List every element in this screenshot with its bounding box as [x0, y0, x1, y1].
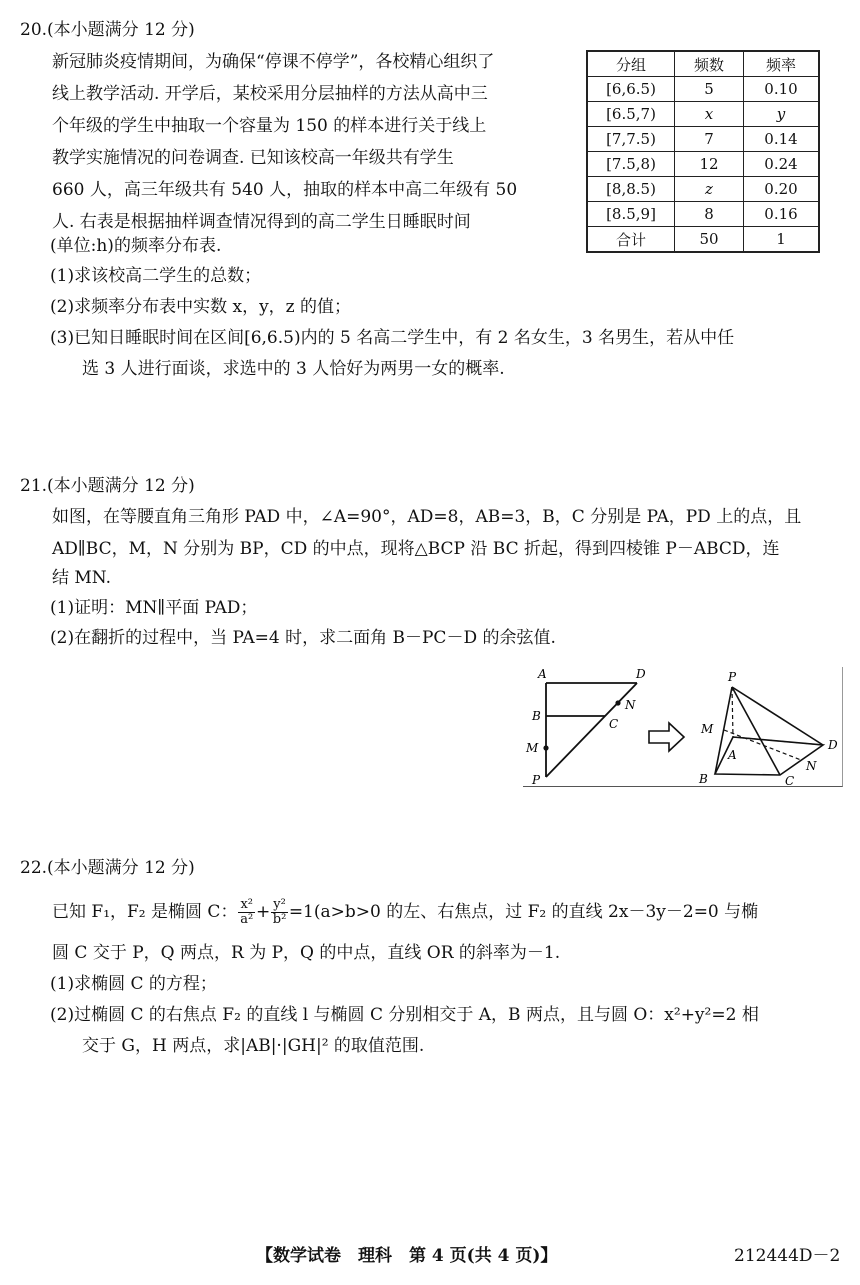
- q21-line: 如图，在等腰直角三角形 PAD 中，∠A=90°，AD=8，AB=3，B，C 分别是 PA，PD 上的点，且: [52, 507, 802, 527]
- figure-label: C: [785, 774, 795, 786]
- q22-header: 22.(本小题满分 12 分): [20, 858, 195, 878]
- figure-label: C: [609, 717, 619, 731]
- figure-label: P: [532, 773, 541, 786]
- q21-line: 结 MN.: [52, 568, 112, 588]
- q20-line: 人. 右表是根据抽样调查情况得到的高二学生日睡眠时间: [52, 212, 471, 232]
- frequency-table: [586, 50, 820, 253]
- q20-header: 20.(本小题满分 12 分): [20, 20, 195, 40]
- table-cell: 0.20: [744, 177, 820, 202]
- table-cell: 0.16: [744, 202, 820, 227]
- table-cell: [8.5,9]: [587, 202, 675, 227]
- table-cell: 0.24: [744, 152, 820, 177]
- q20-line: 个年级的学生中抽取一个容量为 150 的样本进行关于线上: [52, 116, 487, 136]
- edge-pc: [732, 687, 780, 775]
- table-row: [587, 177, 819, 202]
- figure-label: B: [532, 709, 541, 723]
- q22-text: =1(a>b>0 的左、右焦点，过 F₂ 的直线 2x－3y－2=0 与椭: [288, 902, 759, 922]
- q22-part: (1)求椭圆 C 的方程；: [50, 974, 217, 994]
- q20-line: 新冠肺炎疫情期间，为确保“停课不停学”，各校精心组织了: [52, 52, 495, 72]
- table-cell: [7,7.5): [587, 127, 675, 152]
- table-cell: [7.5,8): [587, 152, 675, 177]
- table-header-row: [587, 51, 819, 77]
- edge-pa-hidden: [732, 687, 733, 737]
- table-header: 分组: [587, 51, 675, 77]
- table-cell: 0.10: [744, 77, 820, 102]
- fraction-numerator: y²: [273, 897, 286, 912]
- table-cell: z: [675, 177, 744, 202]
- table-row: [587, 227, 819, 253]
- q22-line: [52, 898, 758, 927]
- geometry-figure: [523, 667, 843, 787]
- fraction-denominator: a²: [240, 912, 254, 927]
- table-header: 频率: [744, 51, 820, 77]
- edge-pd-3d: [732, 687, 823, 745]
- fraction-x2-a2: [238, 898, 255, 927]
- q20-line: (单位:h)的频率分布表.: [50, 236, 222, 256]
- table-row: [587, 127, 819, 152]
- point-m: [543, 745, 548, 750]
- table-cell: [6,6.5): [587, 77, 675, 102]
- fraction-denominator: b²: [272, 912, 287, 927]
- table-cell: 5: [675, 77, 744, 102]
- table-cell: 0.14: [744, 127, 820, 152]
- table-cell: 50: [675, 227, 744, 253]
- table-cell: [6.5,7): [587, 102, 675, 127]
- table-cell: 8: [675, 202, 744, 227]
- figure-label: D: [828, 738, 838, 752]
- table-cell: 7: [675, 127, 744, 152]
- figure-label: B: [699, 772, 708, 786]
- fraction-y2-b2: [271, 898, 288, 927]
- table-cell: x: [675, 102, 744, 127]
- table-row: [587, 152, 819, 177]
- q22-part: 交于 G，H 两点，求|AB|·|GH|² 的取值范围.: [82, 1036, 425, 1056]
- q21-line: AD∥BC，M，N 分别为 BP，CD 的中点，现将△BCP 沿 BC 折起，得到四棱锥 P－ABCD，连: [52, 539, 780, 559]
- q21-header: 21.(本小题满分 12 分): [20, 476, 195, 496]
- q20-line: 线上教学活动. 开学后，某校采用分层抽样的方法从高中三: [52, 84, 488, 104]
- q20-part: (2)求频率分布表中实数 x，y，z 的值；: [50, 297, 352, 317]
- page-footer: 【数学试卷 理科 第 4 页(共 4 页)】: [256, 1246, 558, 1266]
- figure-label: N: [625, 698, 636, 712]
- figure-label: A: [728, 748, 737, 762]
- table-header: 频数: [675, 51, 744, 77]
- arrow-icon: [649, 723, 684, 751]
- q20-part: (1)求该校高二学生的总数；: [50, 266, 262, 286]
- q21-part: (2)在翻折的过程中，当 PA=4 时，求二面角 B－PC－D 的余弦值.: [50, 628, 556, 648]
- figure-label: D: [636, 667, 646, 681]
- point-n: [615, 700, 620, 705]
- table-cell: [8,8.5): [587, 177, 675, 202]
- q21-part: (1)证明：MN∥平面 PAD；: [50, 598, 258, 618]
- plus-sign: +: [256, 902, 271, 922]
- q22-line: 圆 C 交于 P，Q 两点，R 为 P，Q 的中点，直线 OR 的斜率为－1.: [52, 943, 561, 963]
- table-row: [587, 77, 819, 102]
- q22-text: 已知 F₁，F₂ 是椭圆 C：: [52, 902, 238, 922]
- table-row: [587, 102, 819, 127]
- table-row: [587, 202, 819, 227]
- q20-part: (3)已知日睡眠时间在区间[6,6.5)内的 5 名高二学生中，有 2 名女生，3 名男生，若从中任: [50, 328, 735, 348]
- fraction-numerator: x²: [240, 897, 253, 912]
- q20-line: 教学实施情况的问卷调查. 已知该校高一年级共有学生: [52, 148, 454, 168]
- figure-label: N: [806, 759, 817, 773]
- q20-part: 选 3 人进行面谈，求选中的 3 人恰好为两男一女的概率.: [82, 359, 505, 379]
- table-cell: 12: [675, 152, 744, 177]
- table-cell: 合计: [587, 227, 675, 253]
- paper-code: 212444D－2: [734, 1246, 841, 1266]
- figure-label: M: [526, 741, 539, 755]
- table-cell: y: [744, 102, 820, 127]
- table-cell: 1: [744, 227, 820, 253]
- figure-label: A: [538, 667, 547, 681]
- figure-label: P: [728, 670, 737, 684]
- q20-line: 660 人，高三年级共有 540 人，抽取的样本中高二年级有 50: [52, 180, 518, 200]
- edge-pd: [546, 683, 637, 777]
- q22-part: (2)过椭圆 C 的右焦点 F₂ 的直线 l 与椭圆 C 分别相交于 A，B 两点，且与圆 O：x²+y²=2 相: [50, 1005, 759, 1025]
- figure-label: M: [701, 722, 714, 736]
